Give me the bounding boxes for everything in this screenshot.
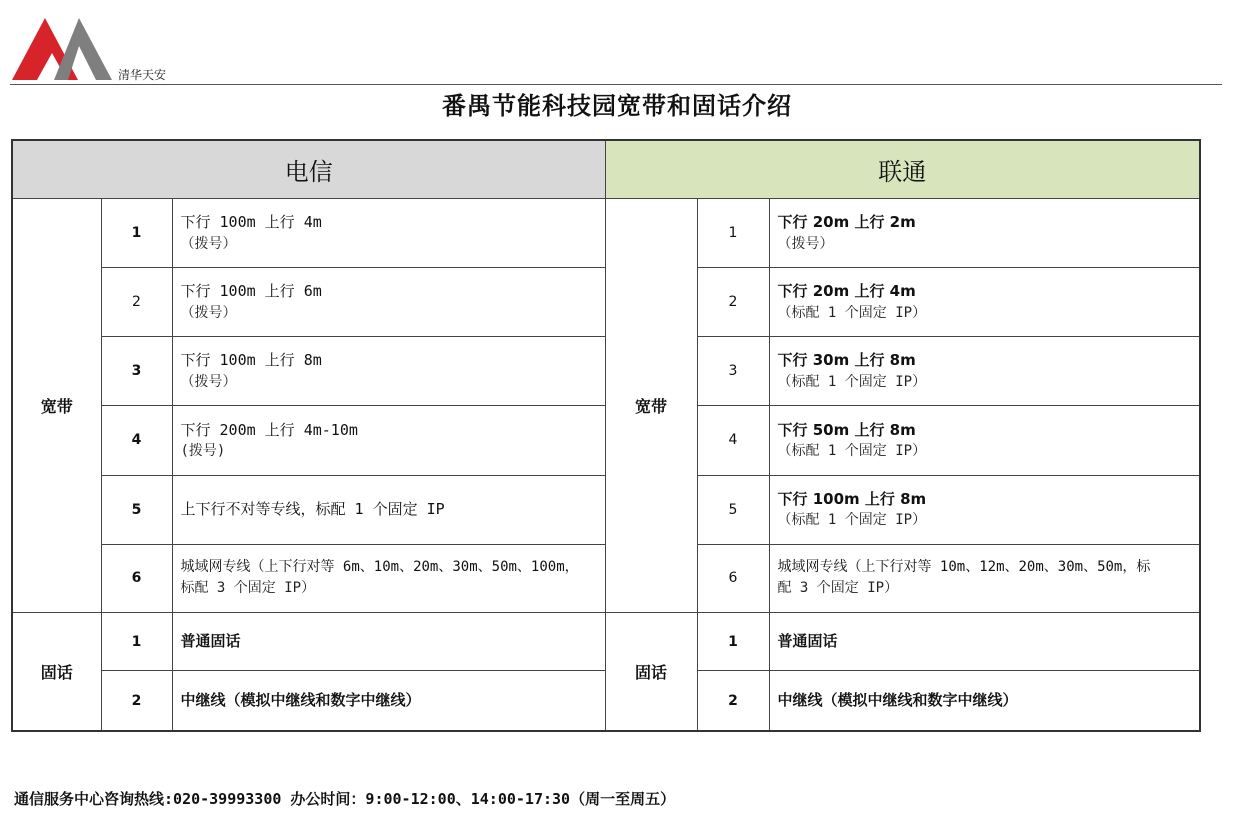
unicom-landline-label: 固话 (605, 613, 697, 732)
plan-note: （标配 1 个固定 IP） (777, 304, 927, 321)
telecom-header: 电信 (12, 140, 605, 198)
table-row (12, 198, 1200, 267)
contact-footer: 通信服务中心咨询热线:020-39993300 办公时间：9:00-12:00、14:00-17:30（周一至周五） (14, 790, 676, 808)
plan-speed: 下行 100m 上行 8m (180, 351, 322, 370)
unicom-header: 联通 (605, 140, 1200, 198)
plan-description (172, 475, 605, 544)
row-number: 2 (697, 671, 769, 731)
table-row (12, 613, 1200, 671)
plan-description (172, 198, 605, 267)
row-number: 1 (697, 613, 769, 671)
service-table (11, 139, 1201, 732)
company-logo (12, 16, 112, 82)
header-divider (10, 84, 1222, 85)
plan-description: 普通固话 (769, 613, 1200, 671)
row-number: 6 (101, 544, 172, 612)
plan-speed: 下行 100m 上行 8m (777, 489, 927, 508)
plan-note: （拨号） (180, 235, 237, 252)
plan-description: 中继线（模拟中继线和数字中继线） (172, 671, 605, 731)
plan-description (769, 337, 1200, 406)
row-number: 6 (697, 544, 769, 612)
row-number: 2 (101, 267, 172, 336)
plan-speed: 上下行不对等专线，标配 1 个固定 IP (180, 500, 445, 519)
plan-description (769, 267, 1200, 336)
row-number: 3 (101, 337, 172, 406)
plan-note: （标配 1 个固定 IP） (777, 443, 927, 460)
row-number: 4 (697, 406, 769, 475)
plan-description (769, 475, 1200, 544)
plan-speed: 城域网专线（上下行对等 10m、12m、20m、30m、50m，标 (777, 559, 1151, 576)
plan-description: 中继线（模拟中继线和数字中继线） (769, 671, 1200, 731)
row-number: 1 (101, 198, 172, 267)
plan-description (769, 198, 1200, 267)
row-number: 5 (697, 475, 769, 544)
plan-description: 普通固话 (172, 613, 605, 671)
plan-speed: 下行 30m 上行 8m (777, 351, 916, 370)
unicom-broadband-label: 宽带 (605, 198, 697, 612)
plan-note: (拨号) (180, 443, 226, 460)
plan-note: （标配 1 个固定 IP） (777, 512, 927, 529)
plan-speed: 下行 100m 上行 4m (180, 213, 322, 232)
page-title: 番禺节能科技园宽带和固话介绍 (442, 91, 792, 120)
plan-description (769, 406, 1200, 475)
plan-note: 配 3 个固定 IP） (777, 580, 899, 597)
telecom-landline-label: 固话 (12, 613, 101, 732)
plan-description (172, 337, 605, 406)
plan-note: （标配 1 个固定 IP） (777, 373, 927, 390)
row-number: 5 (101, 475, 172, 544)
plan-description (172, 267, 605, 336)
telecom-broadband-label: 宽带 (12, 198, 101, 612)
plan-note: （拨号） (777, 235, 834, 252)
row-number: 1 (697, 198, 769, 267)
plan-speed: 下行 100m 上行 6m (180, 282, 322, 301)
plan-speed: 下行 20m 上行 4m (777, 282, 916, 301)
plan-description (172, 544, 605, 612)
plan-note: 标配 3 个固定 IP） (180, 580, 316, 597)
row-number: 3 (697, 337, 769, 406)
provider-header-row (12, 140, 1200, 198)
logo-text: 清华天安 (118, 68, 167, 82)
plan-speed: 下行 200m 上行 4m-10m (180, 420, 358, 439)
plan-speed: 城域网专线（上下行对等 6m、10m、20m、30m、50m、100m， (180, 559, 579, 576)
plan-note: （拨号） (180, 304, 237, 321)
row-number: 2 (697, 267, 769, 336)
plan-speed: 下行 50m 上行 8m (777, 420, 916, 439)
row-number: 2 (101, 671, 172, 731)
row-number: 1 (101, 613, 172, 671)
plan-speed: 下行 20m 上行 2m (777, 213, 916, 232)
plan-description (769, 544, 1200, 612)
plan-description (172, 406, 605, 475)
row-number: 4 (101, 406, 172, 475)
plan-note: （拨号） (180, 373, 237, 390)
